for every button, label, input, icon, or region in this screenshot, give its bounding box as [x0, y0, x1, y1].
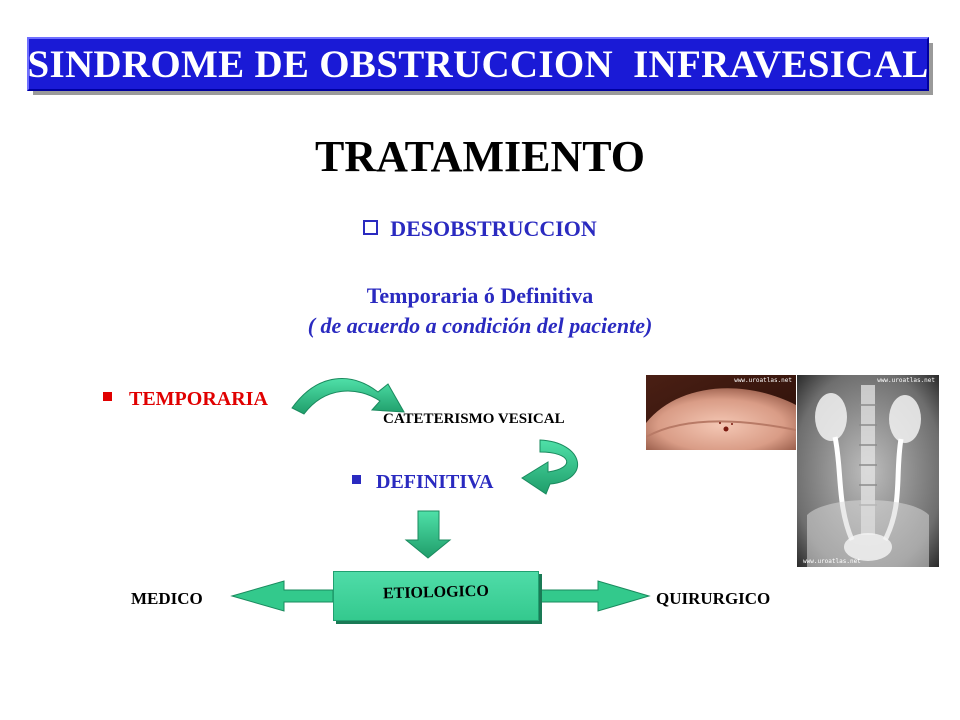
condicion-line: ( de acuerdo a condición del paciente)	[307, 313, 653, 338]
etiologico-label: ETIOLOGICO	[382, 582, 490, 603]
temporaria-definitiva-line: Temporaria ó Definitiva	[366, 283, 594, 308]
cateterismo-label: CATETERISMO VESICAL	[383, 411, 565, 427]
double-arrow-medico-quirurgico	[232, 581, 333, 611]
desobstruccion-label: DESOBSTRUCCION	[390, 216, 597, 241]
xray-watermark: www.uroatlas.net	[803, 558, 861, 565]
slide-title: SINDROME DE OBSTRUCCION INFRAVESICAL	[27, 42, 929, 86]
xray-image	[797, 375, 939, 567]
down-arrow-etiologico	[406, 511, 450, 558]
photo-watermark: www.uroatlas.net	[734, 377, 792, 384]
temporaria-label: TEMPORARIA	[129, 388, 268, 410]
curved-arrow-cateterismo	[522, 440, 578, 494]
definitiva-label: DEFINITIVA	[376, 471, 494, 493]
quirurgico-label: QUIRURGICO	[656, 589, 771, 608]
etiologico-box	[333, 571, 539, 621]
curved-arrow-temporaria	[292, 379, 404, 414]
xray-watermark-top: www.uroatlas.net	[877, 377, 935, 384]
section-heading: TRATAMIENTO	[314, 132, 646, 181]
medico-label: MEDICO	[131, 589, 203, 608]
clinical-photo	[646, 375, 796, 450]
